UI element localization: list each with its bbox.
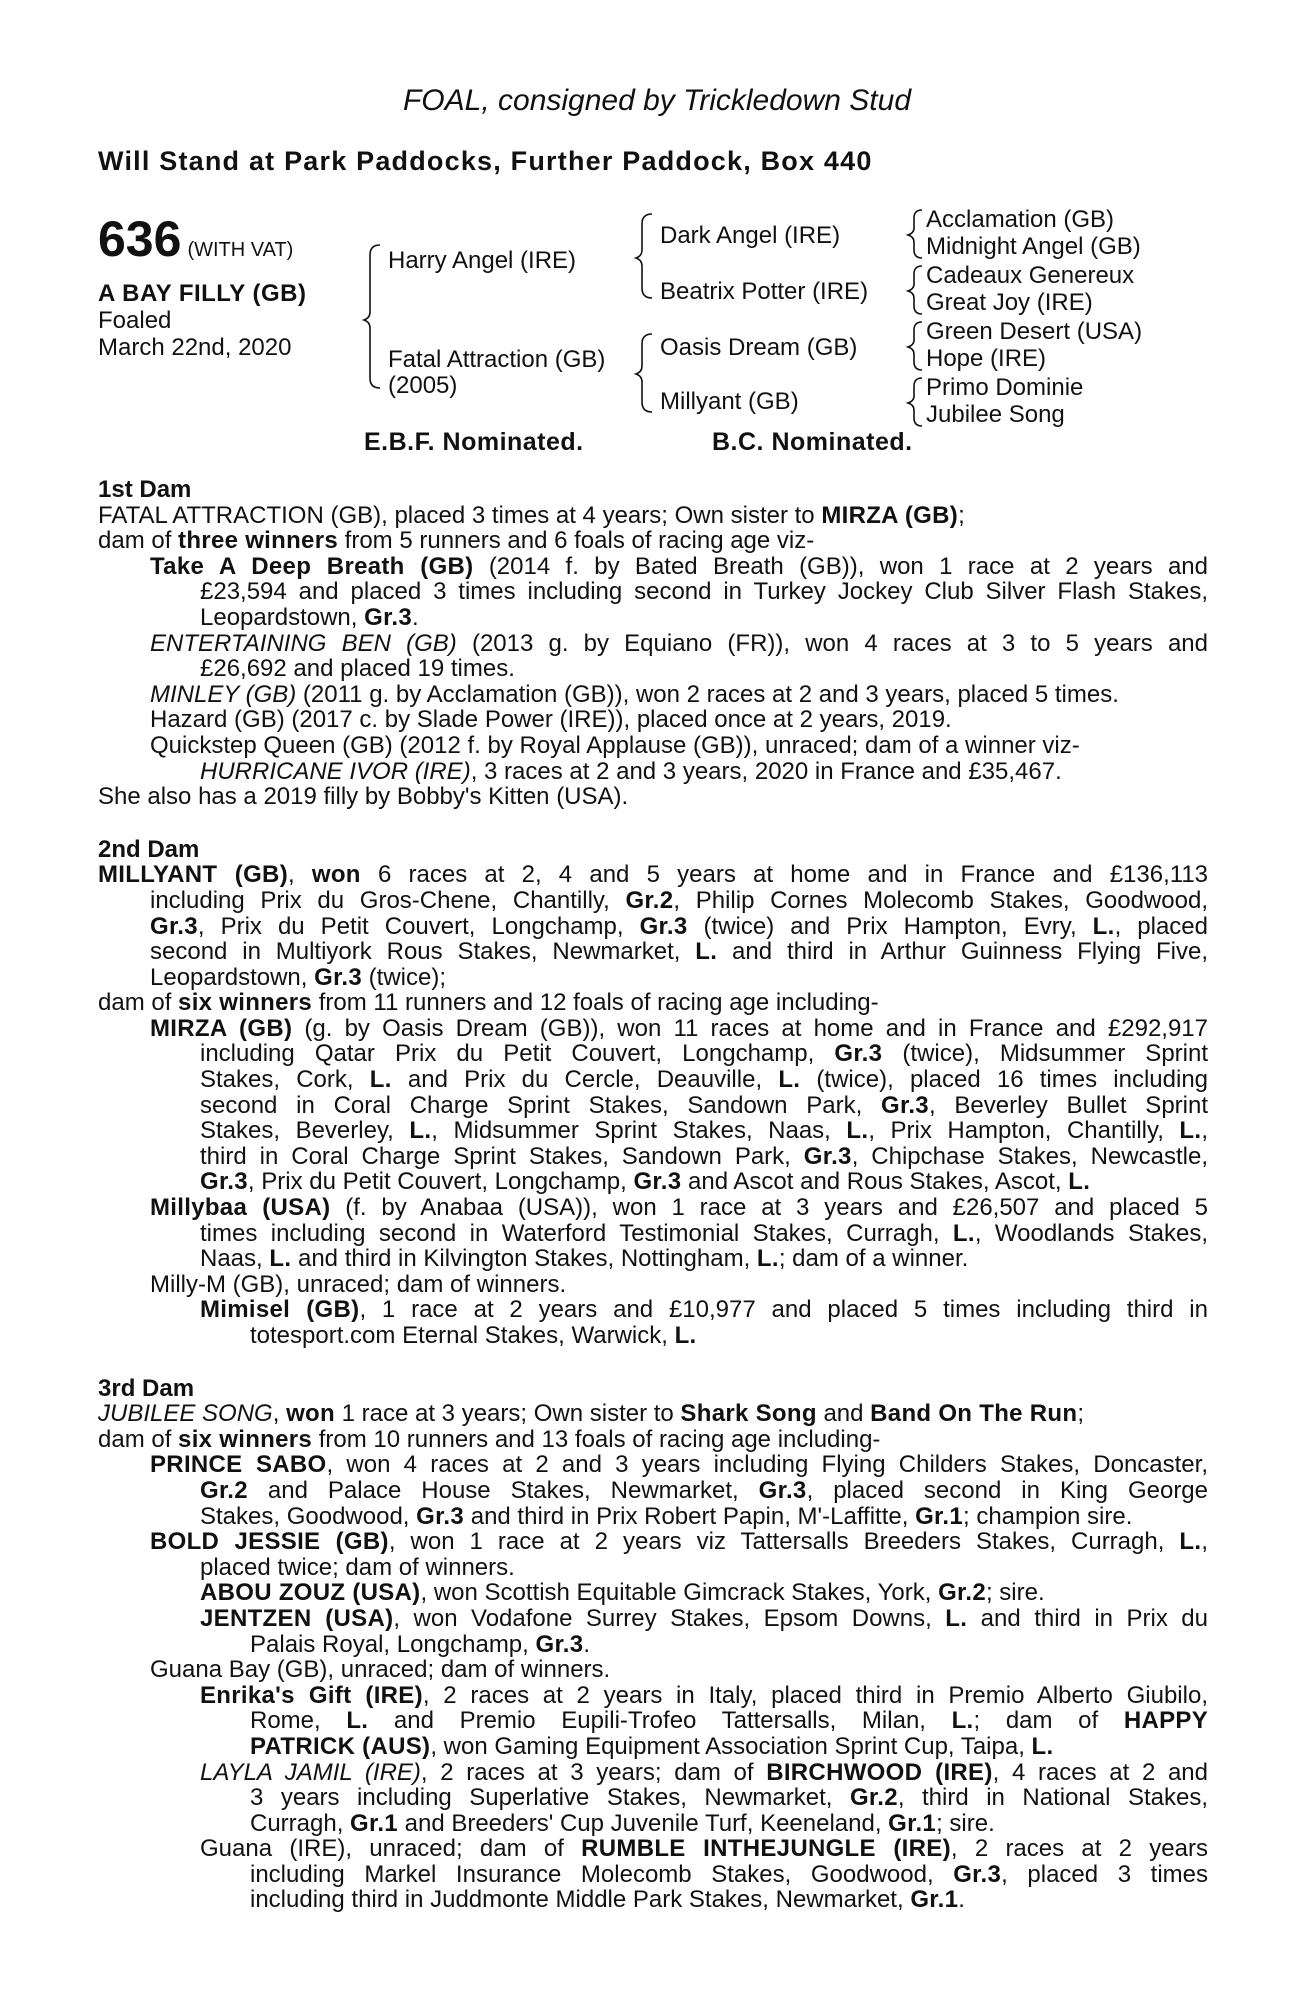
progeny-entry: Take A Deep Breath (GB) (2014 f. by Bated Breath (GB)), won 1 race at 2 years and	[150, 552, 1208, 580]
progeny-entry: second in Coral Charge Sprint Stakes, Sandown Park, Gr.3, Beverley Bullet Sprint	[200, 1091, 1209, 1119]
pedigree-dam-year: (2005)	[388, 372, 458, 399]
progeny-entry: £26,692 and placed 19 times.	[200, 655, 515, 683]
progeny-entry: Leopardstown, Gr.3.	[200, 603, 419, 631]
progeny-entry: Milly-M (GB), unraced; dam of winners.	[150, 1270, 567, 1298]
progeny-entry: including third in Juddmonte Middle Park Stakes, Newmarket, Gr.1.	[250, 1886, 965, 1914]
pedigree-dam: Fatal Attraction (GB)	[388, 346, 606, 373]
ebf-nominated: E.B.F. Nominated.	[364, 428, 584, 456]
horse-name: A BAY FILLY (GB)	[98, 280, 307, 307]
progeny-entry: Curragh, Gr.1 and Breeders' Cup Juvenile Turf, Keeneland, Gr.1; sire.	[250, 1809, 995, 1837]
pedigree-sss: Acclamation (GB)	[926, 206, 1115, 233]
dam-details	[98, 477, 1208, 1913]
progeny-entry: JENTZEN (USA), won Vodafone Surrey Stakes, Epsom Downs, L. and third in Prix du	[200, 1604, 1208, 1632]
progeny-entry: 3 years including Superlative Stakes, Newmarket, Gr.2, third in National Stakes,	[250, 1784, 1208, 1812]
foaled-label: Foaled	[98, 307, 172, 334]
pedigree-sire-sire: Dark Angel (IRE)	[660, 222, 841, 249]
progeny-entry: £23,594 and placed 3 times including second in Turkey Jockey Club Silver Flash Stakes,	[200, 578, 1208, 606]
progeny-entry: Palais Royal, Longchamp, Gr.3.	[250, 1630, 591, 1658]
progeny-entry: third in Coral Charge Sprint Stakes, Sandown Park, Gr.3, Chipchase Stakes, Newcastle,	[200, 1142, 1208, 1170]
bc-nominated: B.C. Nominated.	[712, 428, 913, 456]
pedigree-sire-dam: Beatrix Potter (IRE)	[660, 278, 869, 305]
progeny-entry: Quickstep Queen (GB) (2012 f. by Royal Applause (GB)), unraced; dam of a winner viz-	[150, 731, 1080, 759]
dam3-line: dam of six winners from 10 runners and 13 foals of racing age including-	[98, 1425, 881, 1453]
progeny-entry: totesport.com Eternal Stakes, Warwick, L.	[250, 1322, 697, 1349]
progeny-entry: ABOU ZOUZ (USA), won Scottish Equitable Gimcrack Stakes, York, Gr.2; sire.	[200, 1579, 1045, 1607]
progeny-entry: MIRZA (GB) (g. by Oasis Dream (GB)), won 11 races at home and in France and £292,917	[150, 1014, 1209, 1042]
progeny-entry: Gr.3, Prix du Petit Couvert, Longchamp, Gr.3 and Ascot and Rous Stakes, Ascot, L.	[200, 1168, 1091, 1196]
progeny-entry: HURRICANE IVOR (IRE), 3 races at 2 and 3 years, 2020 in France and £35,467.	[200, 757, 1062, 785]
progeny-entry: including Qatar Prix du Petit Couvert, Longchamp, Gr.3 (twice), Midsummer Sprint	[200, 1040, 1209, 1068]
stand-location: Will Stand at Park Paddocks, Further Paddock, Box 440	[98, 146, 873, 176]
section-heading-2nd-dam: 2nd Dam	[98, 835, 200, 863]
pedigree-sdd: Great Joy (IRE)	[926, 289, 1093, 316]
dam2-line: Gr.3, Prix du Petit Couvert, Longchamp, Gr.3 (twice) and Prix Hampton, Evry, L., placed	[150, 912, 1208, 940]
pedigree-sds: Cadeaux Genereux	[926, 262, 1135, 289]
progeny-entry: Guana Bay (GB), unraced; dam of winners.	[150, 1656, 611, 1684]
progeny-entry: BOLD JESSIE (GB), won 1 race at 2 years viz Tattersalls Breeders Stakes, Curragh, L.,	[150, 1528, 1208, 1556]
also-note: She also has a 2019 filly by Bobby's Kitten (USA).	[98, 783, 629, 811]
progeny-entry: Rome, L. and Premio Eupili-Trofeo Tattersalls, Milan, L.; dam of HAPPY	[250, 1707, 1208, 1735]
progeny-entry: placed twice; dam of winners.	[200, 1553, 515, 1581]
pedigree-dss: Green Desert (USA)	[926, 318, 1143, 345]
vat-label: (WITH VAT)	[187, 239, 294, 261]
dam2-line: MILLYANT (GB), won 6 races at 2, 4 and 5 years at home and in France and £136,113	[98, 861, 1209, 889]
progeny-entry: Gr.2 and Palace House Stakes, Newmarket, Gr.3, placed second in King George	[200, 1476, 1209, 1504]
pedigree-ssd: Midnight Angel (GB)	[926, 233, 1141, 260]
pedigree-dds: Primo Dominie	[926, 374, 1084, 401]
section-heading-1st-dam: 1st Dam	[98, 476, 192, 503]
progeny-entry: Millybaa (USA) (f. by Anabaa (USA)), won 1 race at 3 years and £26,507 and placed 5	[150, 1194, 1208, 1222]
progeny-entry: Naas, L. and third in Kilvington Stakes, Nottingham, L.; dam of a winner.	[200, 1245, 969, 1273]
dam3-line: JUBILEE SONG, won 1 race at 3 years; Own sister to Shark Song and Band On The Run;	[98, 1400, 1084, 1428]
pedigree-dam-dam: Millyant (GB)	[660, 388, 799, 415]
progeny-entry: Guana (IRE), unraced; dam of RUMBLE INTHEJUNGLE (IRE), 2 races at 2 years	[200, 1835, 1208, 1863]
progeny-entry: ENTERTAINING BEN (GB) (2013 g. by Equiano (FR)), won 4 races at 3 to 5 years and	[150, 629, 1208, 657]
progeny-entry: PATRICK (AUS), won Gaming Equipment Association Sprint Cup, Taipa, L.	[250, 1732, 1054, 1760]
progeny-entry: times including second in Waterford Testimonial Stakes, Curragh, L., Woodlands Stakes,	[200, 1219, 1208, 1247]
progeny-entry: Hazard (GB) (2017 c. by Slade Power (IRE)), placed once at 2 years, 2019.	[150, 706, 952, 734]
dam1-line: dam of three winners from 5 runners and 6 foals of racing age viz-	[98, 527, 815, 555]
progeny-entry: Stakes, Cork, L. and Prix du Cercle, Deauville, L. (twice), placed 16 times including	[200, 1066, 1209, 1094]
progeny-entry: Mimisel (GB), 1 race at 2 years and £10,977 and placed 5 times including third in	[200, 1296, 1208, 1324]
progeny-entry: including Markel Insurance Molecomb Stakes, Goodwood, Gr.3, placed 3 times	[250, 1860, 1208, 1888]
progeny-entry: PRINCE SABO, won 4 races at 2 and 3 years including Flying Childers Stakes, Doncaster,	[150, 1451, 1208, 1479]
pedigree-ddd: Jubilee Song	[926, 401, 1065, 428]
progeny-entry: Enrika's Gift (IRE), 2 races at 2 years in Italy, placed third in Premio Alberto Giubilo,	[200, 1681, 1208, 1709]
dam2-line: second in Multiyork Rous Stakes, Newmarket, L. and third in Arthur Guinness Flying Five,	[150, 938, 1208, 966]
section-heading-3rd-dam: 3rd Dam	[98, 1374, 195, 1402]
dam1-line: FATAL ATTRACTION (GB), placed 3 times at 4 years; Own sister to MIRZA (GB);	[98, 501, 965, 529]
dam2-line: Leopardstown, Gr.3 (twice);	[150, 963, 447, 991]
pedigree-sire: Harry Angel (IRE)	[388, 247, 577, 274]
pedigree-dsd: Hope (IRE)	[926, 345, 1047, 372]
progeny-entry: Stakes, Goodwood, Gr.3 and third in Prix Robert Papin, M'-Laffitte, Gr.1; champion sire.	[200, 1502, 1133, 1530]
foaled-date: March 22nd, 2020	[98, 334, 292, 361]
dam2-line: dam of six winners from 11 runners and 12 foals of racing age including-	[98, 989, 879, 1017]
progeny-entry: MINLEY (GB) (2011 g. by Acclamation (GB)), won 2 races at 2 and 3 years, placed 5 times.	[150, 680, 1119, 708]
lot-number: 636	[98, 211, 182, 267]
progeny-entry: Stakes, Beverley, L., Midsummer Sprint Stakes, Naas, L., Prix Hampton, Chantilly, L.,	[200, 1117, 1209, 1145]
pedigree-dam-sire: Oasis Dream (GB)	[660, 334, 858, 361]
pedigree-braces	[0, 0, 1314, 460]
dam2-line: including Prix du Gros-Chene, Chantilly, Gr.2, Philip Cornes Molecomb Stakes, Goodwood,	[150, 886, 1208, 914]
progeny-entry: LAYLA JAMIL (IRE), 2 races at 3 years; dam of BIRCHWOOD (IRE), 4 races at 2 and	[200, 1758, 1208, 1786]
page-title: FOAL, consigned by Trickledown Stud	[402, 84, 912, 117]
